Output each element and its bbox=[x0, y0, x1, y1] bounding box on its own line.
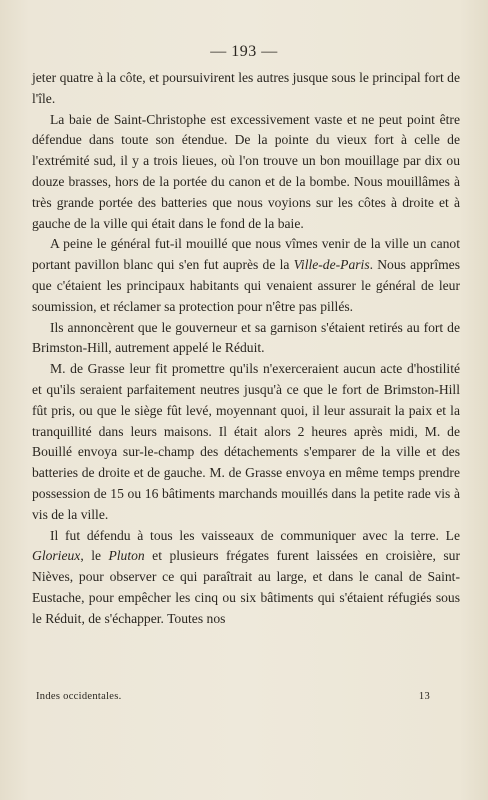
paragraph-text: Il fut défendu à tous les vaisseaux de communiquer avec la terre. Le bbox=[50, 527, 460, 543]
footer-signature: Indes occidentales. bbox=[36, 691, 122, 702]
paragraph-1 bbox=[32, 68, 460, 110]
paragraph-text: . Nous apprîmes que c'étaient les principaux habitants qui venaient assurer le général de leur soumission, et réclamer sa protection pour n'être pas pillés. bbox=[32, 257, 460, 314]
ship-name-italic: Pluton bbox=[108, 548, 145, 564]
paragraph-text: Ils annoncèrent que le gouverneur et sa garnison s'étaient retirés au fort de Brimston-Hill, autrement appelé le Réduit. bbox=[32, 319, 460, 356]
paragraph-text: A peine le général fut-il mouillé que nous vîmes venir de la ville un canot portant pavillon blanc qui s'en fut auprès de la bbox=[32, 236, 460, 273]
paragraph-2 bbox=[32, 110, 460, 235]
paragraph-text: jeter quatre à la côte, et poursuivirent les autres jusque sous le principal fort de l'île. bbox=[32, 70, 460, 106]
paragraph-text: La baie de Saint-Christophe est excessivement vaste et ne peut point être défendue dans toute son étendue. De la pointe du vieux fort à celle de l'extrémité sud, il y a trois lieues, où l'on trouve un bon mouillage par dix ou douze brasses, hors de la portée du canon et de la bombe. Nous mouillâmes à très grande portée des batteries que nous voyions sur les côtes à droite et à gauche de la ville qui était dans le fond de la baie. bbox=[32, 111, 460, 231]
paragraph-text: M. de Grasse leur fit promettre qu'ils n'exerceraient aucun acte d'hostilité et qu'ils seraient parfaitement neutres jusqu'à ce que le fort de Brimston-Hill fût pris, ou que le siège fût levé, moyennant quoi, il leur assurait la paix et la tranquillité dans leurs maisons. Il était alors 2 heures après midi, M. de Bouillé envoya sur-le-champ des détachements s'emparer de la ville et des batteries de droite et de gauche. M. de Grasse envoya en même temps prendre possession de 15 ou 16 bâtiments marchands mouillés dans la petite rade vis à vis de la ville. bbox=[32, 361, 460, 522]
ship-name-italic: Ville-de-Paris bbox=[293, 257, 370, 273]
paragraph-4 bbox=[32, 318, 460, 360]
paragraph-5 bbox=[32, 359, 460, 525]
body-text bbox=[32, 68, 460, 630]
paragraph-text: , le bbox=[80, 548, 109, 564]
ship-name-italic: Glorieux bbox=[32, 548, 81, 564]
paragraph-3 bbox=[32, 234, 460, 317]
footer-sheet-number: 13 bbox=[418, 691, 430, 702]
paragraph-text: et plusieurs frégates furent laissées en croisière, sur Nièves, pour observer ce qui paraîtrait au large, et dans le canal de Saint-Eustache, pour empêcher les cinq ou six bâtiments qui s'étaient réfugiés sous le Réduit, de s'échapper. Toutes nos bbox=[32, 548, 460, 626]
paragraph-6 bbox=[32, 526, 460, 630]
page-number: — 193 — bbox=[210, 43, 278, 60]
